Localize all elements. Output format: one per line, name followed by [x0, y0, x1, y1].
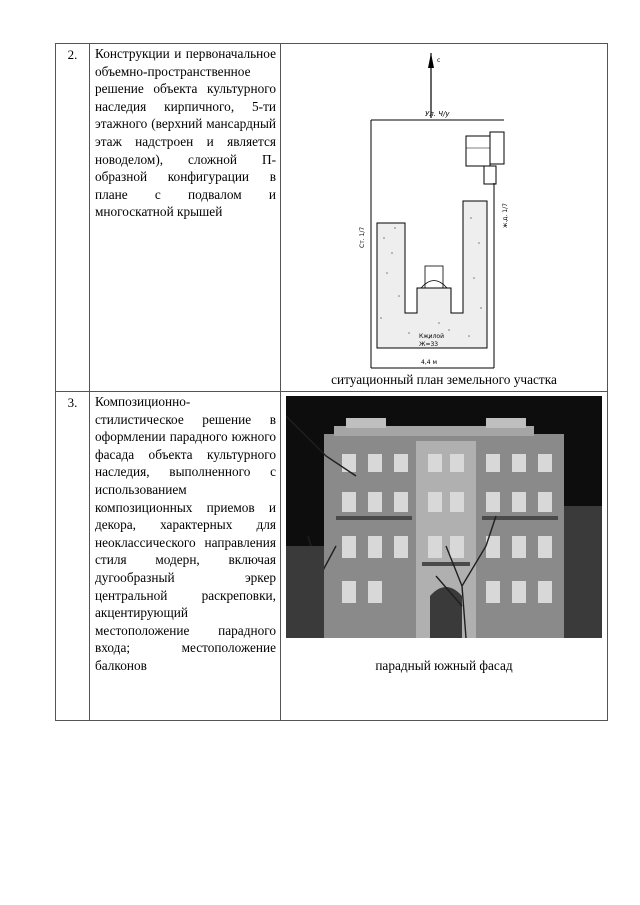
site-plan-image: [359, 48, 529, 370]
description-text: Композиционно-стилистическое решение в оформлении парадного южного фасада объекта культурного наследия, выполненного с использованием композиционных приемов и декора, характерных для неоклассического направления стиля модерн, включая дугообразный эркер центральной раскреповки, акцентирующий местоположение парадного входа; местоположение балконов: [95, 394, 276, 673]
svg-text:Кжилой: Кжилой: [419, 333, 444, 340]
heritage-table: [55, 43, 608, 721]
south-facade-photo: [286, 396, 602, 638]
svg-text:ж.д. 1/7: ж.д. 1/7: [502, 203, 509, 228]
svg-text:Ст. 1/7: Ст. 1/7: [359, 226, 366, 248]
svg-text:с: с: [437, 57, 441, 64]
figure-caption: ситуационный план земельного участка: [331, 372, 557, 387]
figure-caption: парадный южный фасад: [375, 658, 513, 673]
figure-cell: [281, 44, 608, 392]
table-row: [56, 392, 608, 721]
description-cell: [90, 392, 281, 721]
description-text: Конструкции и первоначальное объемно-пространственное решение объекта культурного наследия кирпичного, 5-ти этажного (верхний мансардный этаж надстроен и является новоделом), сложной П-образной конфигурации в плане с подвалом и многоскатной крышей: [95, 46, 276, 220]
svg-text:Ул. Ч/у: Ул. Ч/у: [425, 110, 450, 118]
svg-text:Ж=33: Ж=33: [419, 341, 439, 348]
figure-cell: [281, 392, 608, 721]
row-number: 3.: [56, 392, 90, 721]
table-row: [56, 44, 608, 392]
svg-text:4,4 м: 4,4 м: [421, 359, 437, 366]
row-number: 2.: [56, 44, 90, 392]
description-cell: [90, 44, 281, 392]
